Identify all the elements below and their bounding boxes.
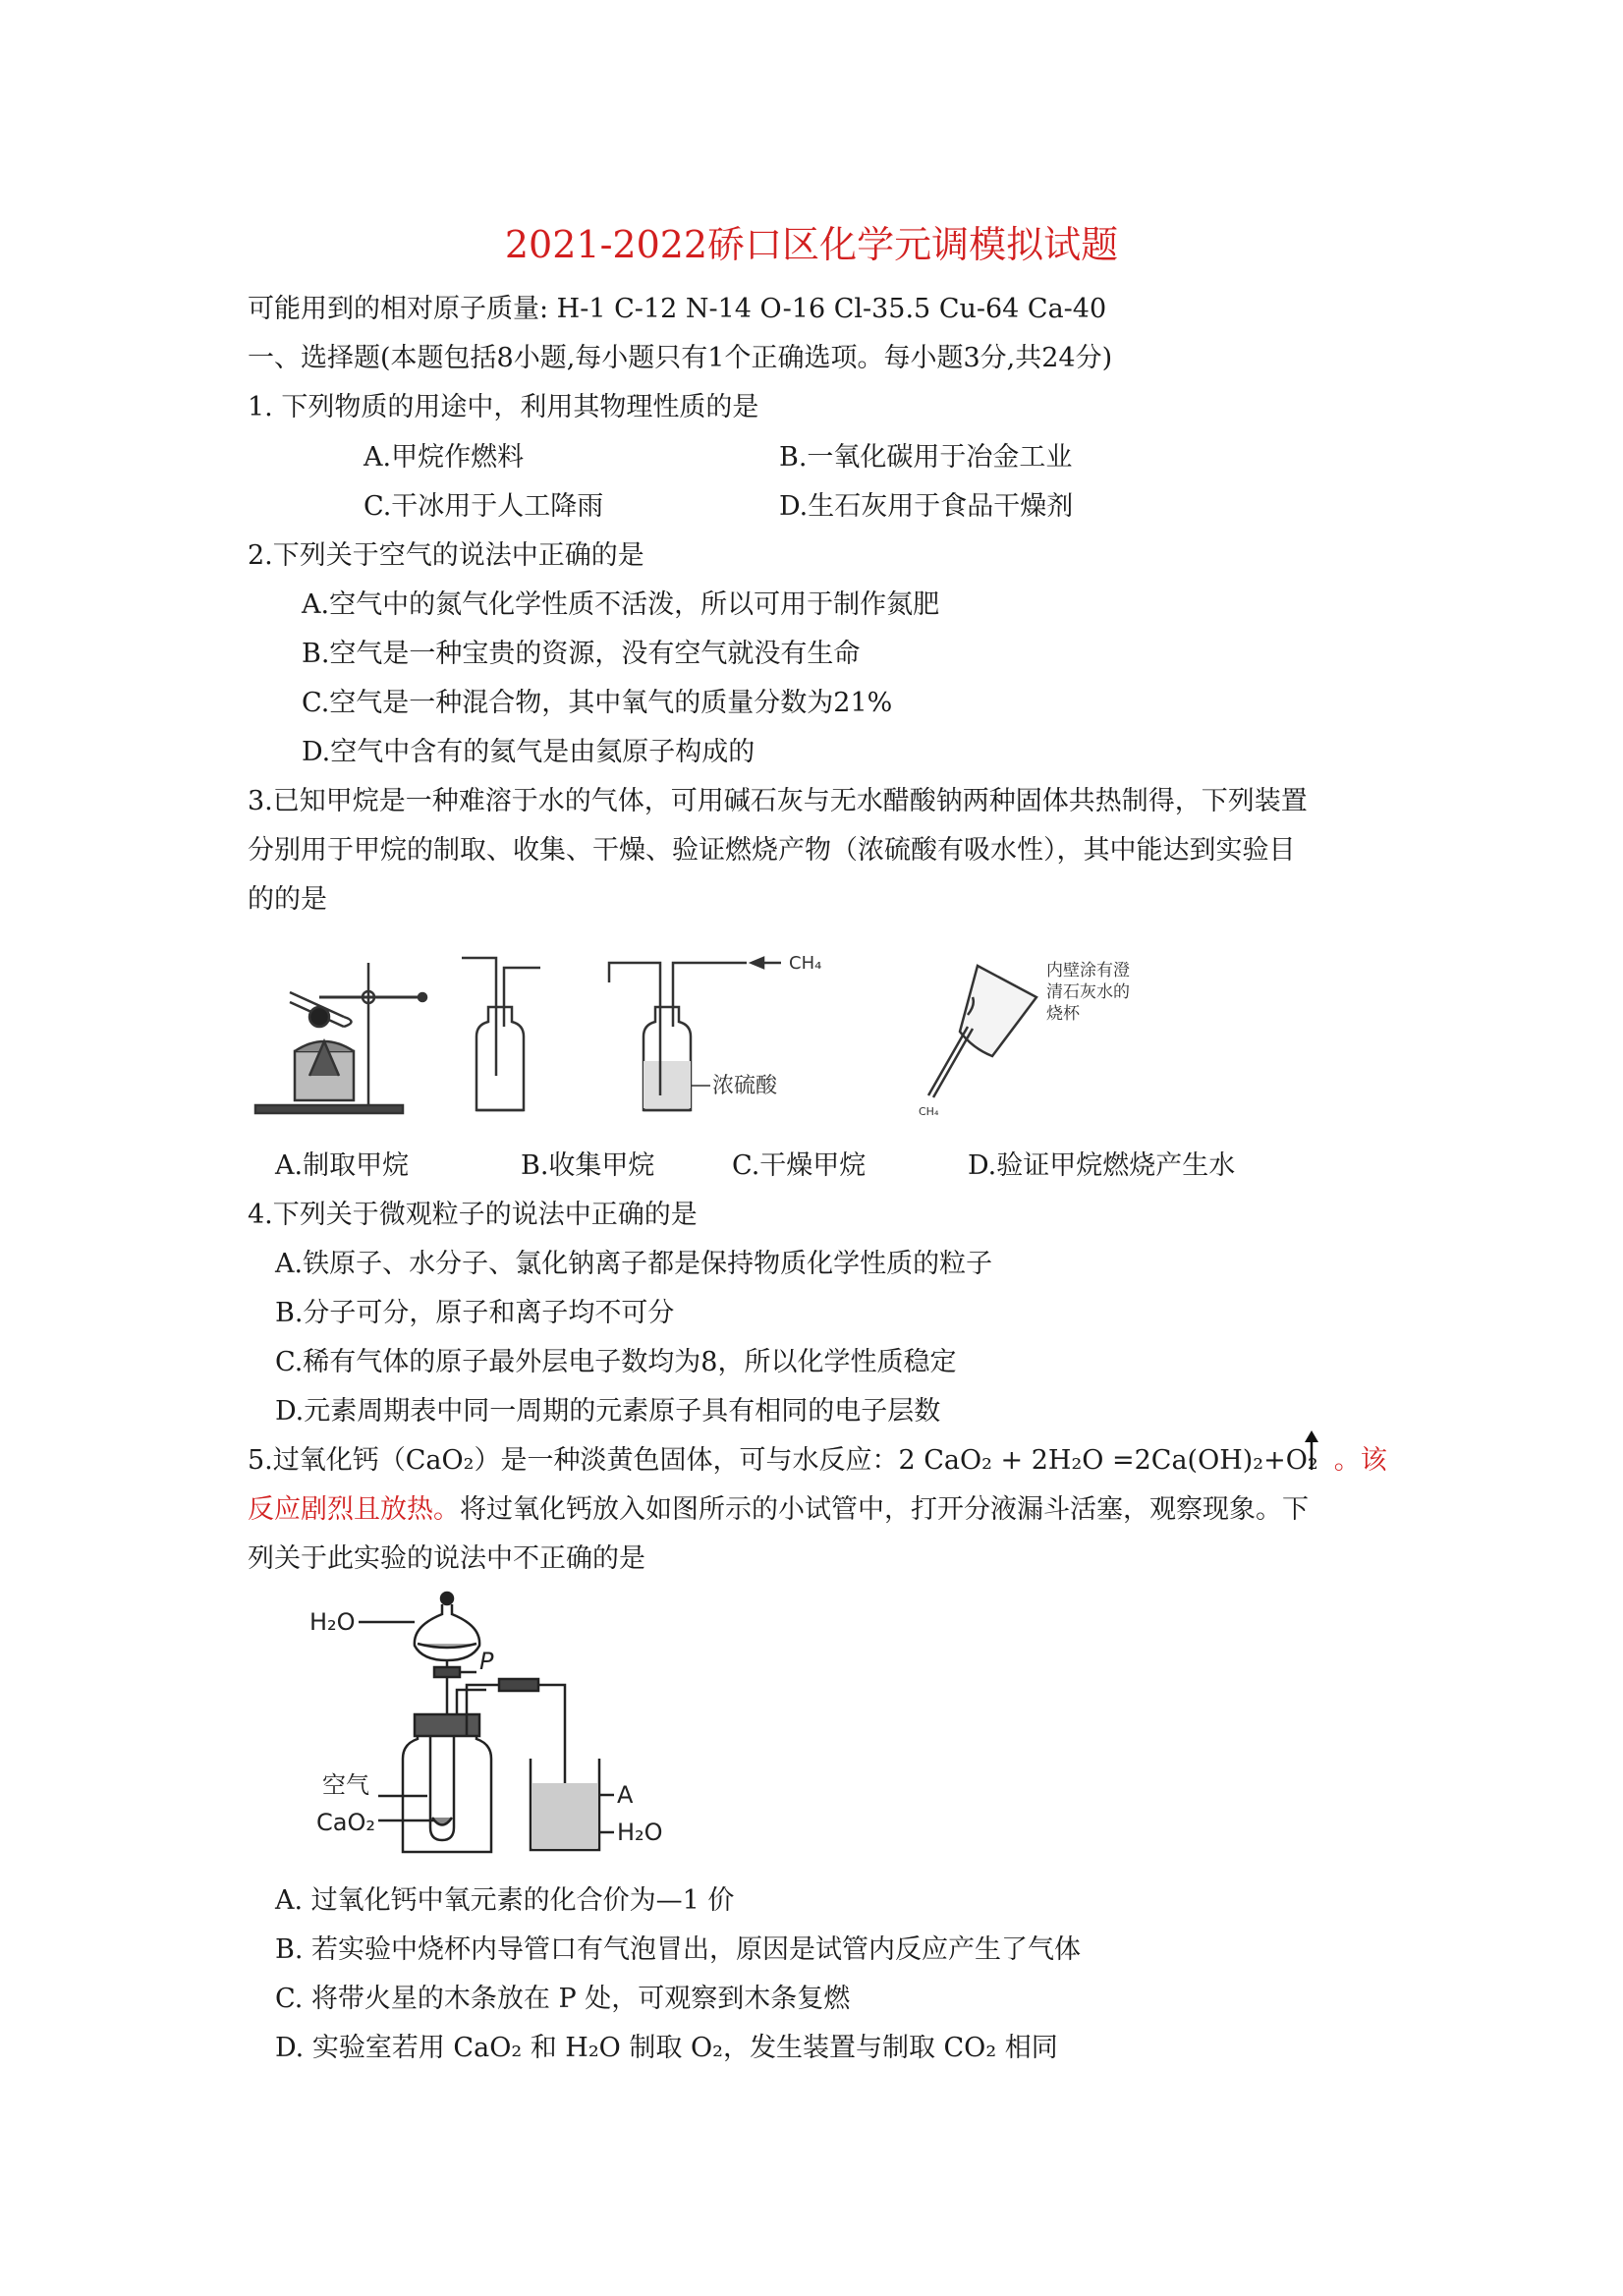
q1-stem: 1. 下列物质的用途中，利用其物理性质的是 xyxy=(248,392,759,422)
q3-stem-line2: 分别用于甲烷的制取、收集、干燥、验证燃烧产物（浓硫酸有吸水性），其中能达到实验目 xyxy=(248,835,1296,866)
q5-stem-line1 xyxy=(248,1444,1387,1478)
q5-fig-air-label: 空气 xyxy=(322,1771,369,1799)
q5-fig-h2o-bottom: H₂O xyxy=(617,1819,663,1846)
q2-stem: 2.下列关于空气的说法中正确的是 xyxy=(248,540,644,571)
beaker-label-line1: 内壁涂有澄 xyxy=(1046,961,1130,980)
q3-stem-line3: 的的是 xyxy=(248,884,327,915)
q3-option-b: B.收集甲烷 xyxy=(521,1150,655,1181)
q4-option-b: B.分子可分，原子和离子均不可分 xyxy=(275,1298,675,1328)
beaker-label-line2: 清石灰水的 xyxy=(1046,982,1130,1002)
heating-apparatus xyxy=(255,963,426,1113)
ch4-label: CH₄ xyxy=(789,953,822,974)
ch4-small-label: CH₄ xyxy=(919,1105,939,1118)
q2-option-b: B.空气是一种宝贵的资源，没有空气就没有生命 xyxy=(302,639,861,669)
beaker-label-line3: 烧杯 xyxy=(1046,1004,1080,1024)
q5-fig-p-label: P xyxy=(479,1648,494,1675)
section-heading: 一、选择题(本题包括8小题,每小题只有1个正确选项。每小题3分,共24分) xyxy=(248,343,1113,373)
q5-option-c: C. 将带火星的木条放在 P 处，可观察到木条复燃 xyxy=(275,1984,851,2014)
q4-option-a: A.铁原子、水分子、氯化钠离子都是保持物质化学性质的粒子 xyxy=(275,1249,993,1279)
q5-stem-line2-red: 反应剧烈且放热。 xyxy=(248,1494,460,1525)
q3-stem-line1: 3.已知甲烷是一种难溶于水的气体，可用碱石灰与无水醋酸钠两种固体共热制得，下列装置 xyxy=(248,786,1308,816)
q5-stem-line2-text: 将过氧化钙放入如图所示的小试管中，打开分液漏斗活塞，观察现象。下 xyxy=(460,1494,1309,1525)
burning-test xyxy=(928,966,1036,1097)
q5-stem-line3: 列关于此实验的说法中不正确的是 xyxy=(248,1543,645,1574)
q5-fig-h2o-top: H₂O xyxy=(309,1608,356,1636)
acid-label: 浓硫酸 xyxy=(712,1074,778,1098)
q5-option-a: A. 过氧化钙中氧元素的化合价为—1 价 xyxy=(275,1885,735,1916)
atomic-masses: 可能用到的相对原子质量: H-1 C-12 N-14 O-16 Cl-35.5 Cu-64 Ca-40 xyxy=(248,294,1107,324)
q1-option-c: C.干冰用于人工降雨 xyxy=(364,491,604,522)
q3-option-d: D.验证甲烷燃烧产生水 xyxy=(968,1150,1236,1181)
q1-option-b: B.一氧化碳用于冶金工业 xyxy=(779,442,1073,473)
q3-option-a: A.制取甲烷 xyxy=(275,1150,410,1181)
q2-option-a: A.空气中的氮气化学性质不活泼，所以可用于制作氮肥 xyxy=(302,589,940,620)
q5-apparatus-figure xyxy=(305,1587,688,1857)
q4-option-c: C.稀有气体的原子最外层电子数均为8，所以化学性质稳定 xyxy=(275,1347,957,1377)
q1-option-d: D.生石灰用于食品干燥剂 xyxy=(779,491,1074,522)
q1-option-a: A.甲烷作燃料 xyxy=(364,442,525,473)
q5-stem-line1-text: 5.过氧化钙（CaO₂）是一种淡黄色固体，可与水反应：2 CaO₂ + 2H₂O =2Ca(OH)₂+O₂ xyxy=(248,1445,1318,1476)
q5-fig-cao2-label: CaO₂ xyxy=(316,1809,375,1836)
q5-option-d: D. 实验室若用 CaO₂ 和 H₂O 制取 O₂，发生装置与制取 CO₂ 相同 xyxy=(275,2033,1058,2063)
q2-option-d: D.空气中含有的氦气是由氦原子构成的 xyxy=(302,737,756,767)
gas-evolution-arrow-icon xyxy=(1302,1428,1321,1472)
q3-apparatus-figure xyxy=(251,938,1243,1120)
q5-stem-line2 xyxy=(248,1493,1309,1527)
q5-fig-a-label: A xyxy=(617,1781,634,1809)
q2-option-c: C.空气是一种混合物，其中氧气的质量分数为21% xyxy=(302,688,893,718)
q3-option-c: C.干燥甲烷 xyxy=(732,1150,867,1181)
q4-stem: 4.下列关于微观粒子的说法中正确的是 xyxy=(248,1200,698,1230)
page-title: 2021-2022硚口区化学元调模拟试题 xyxy=(504,223,1119,266)
collection-bottle xyxy=(462,958,540,1110)
q5-stem-line1-red: 。该 xyxy=(1333,1445,1387,1476)
q4-option-d: D.元素周期表中同一周期的元素原子具有相同的电子层数 xyxy=(275,1396,941,1427)
q5-option-b: B. 若实验中烧杯内导管口有气泡冒出，原因是试管内反应产生了气体 xyxy=(275,1934,1082,1965)
